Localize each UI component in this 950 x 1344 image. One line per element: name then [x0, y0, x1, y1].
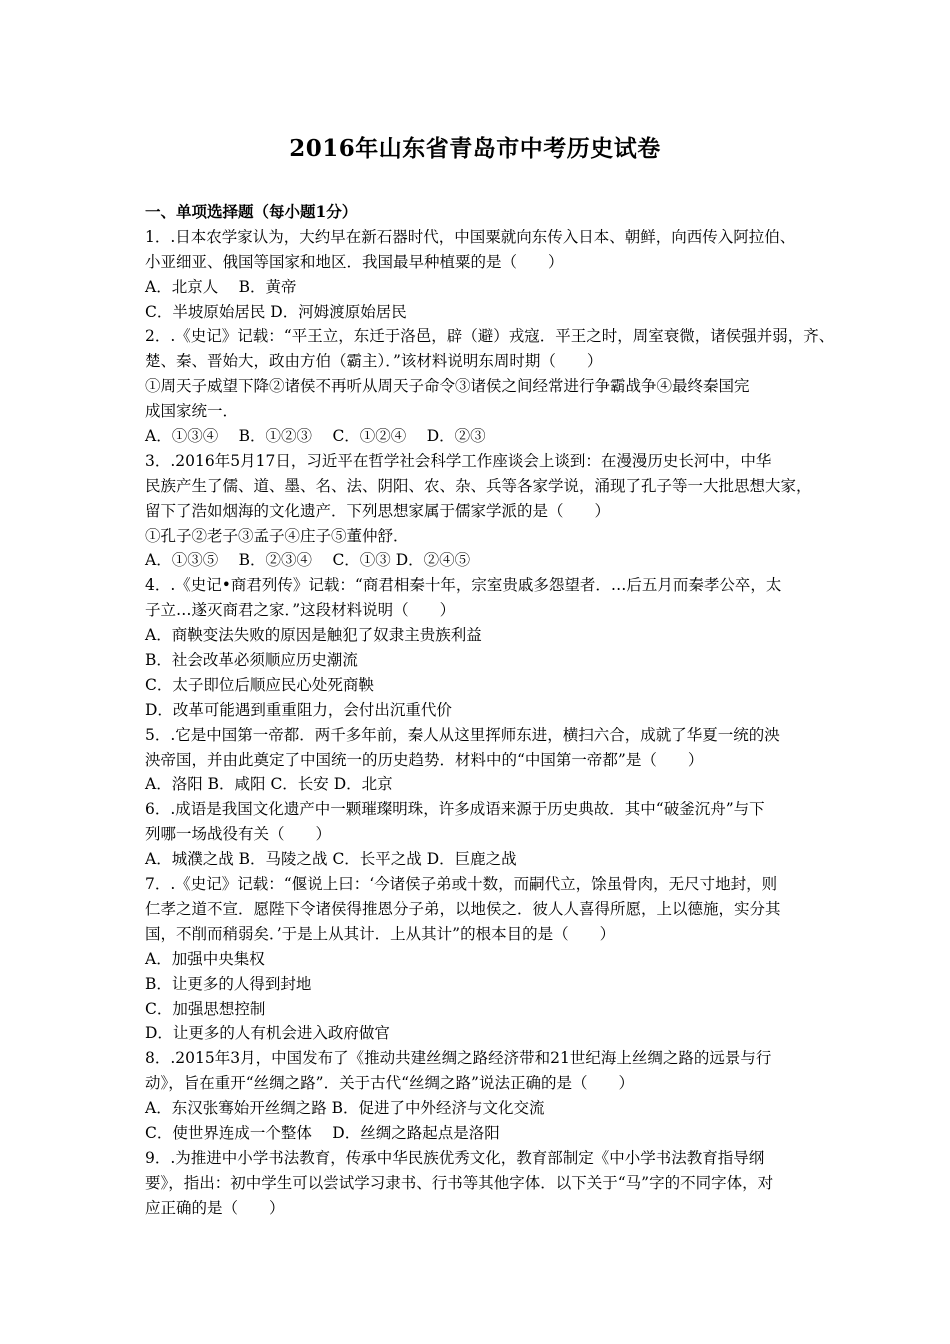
question-3-options: A．①③⑤ B．②③④ C．①③ D．②④⑤: [145, 551, 471, 570]
question-1-option-cd: C．半坡原始居民 D．河姆渡原始居民: [145, 302, 407, 321]
question-2-statements-1: ①周天子威望下降②诸侯不再听从周天子命令③诸侯之间经常进行争霸战争④最终秦国完: [145, 377, 750, 396]
question-7-option-a: A．加强中央集权: [145, 949, 265, 968]
question-1-line-1: 1．.日本农学家认为，大约早在新石器时代，中国粟就向东传入日本、朝鲜，向西传入阿拉伯、: [145, 227, 796, 246]
question-8-line-1: 8．.2015年3月，中国发布了《推动共建丝绸之路经济带和21世纪海上丝绸之路的远景与行: [145, 1049, 772, 1068]
question-7-line-3: 国，不削而稍弱矣．’于是上从其计．上从其计”的根本目的是（ ）: [145, 924, 616, 943]
question-6-options: A．城濮之战 B．马陵之战 C．长平之战 D．巨鹿之战: [145, 850, 517, 869]
question-1-option-ab: A．北京人 B．黄帝: [145, 277, 297, 296]
question-7-option-d: D．让更多的人有机会进入政府做官: [145, 1024, 390, 1043]
question-5-line-1: 5．.它是中国第一帝都．两千多年前，秦人从这里挥师东进，横扫六合，成就了华夏一统的泱: [145, 725, 780, 744]
question-9-line-1: 9．.为推进中小学书法教育，传承中华民族优秀文化，教育部制定《中小学书法教育指导纲: [145, 1148, 765, 1167]
question-8-option-ab: A．东汉张骞始开丝绸之路 B．促进了中外经济与文化交流: [145, 1099, 545, 1118]
question-6-line-1: 6．.成语是我国文化遗产中一颗璀璨明珠，许多成语来源于历史典故．其中“破釜沉舟”与下: [145, 800, 765, 819]
question-4-option-a: A．商鞅变法失败的原因是触犯了奴隶主贵族利益: [145, 626, 482, 645]
question-8-line-2: 动》，旨在重开“丝绸之路”．关于古代“丝绸之路”说法正确的是（ ）: [145, 1074, 634, 1093]
question-7-option-c: C．加强思想控制: [145, 999, 266, 1018]
question-2-line-1: 2．.《史记》记载：“平王立，东迁于洛邑，辟（避）戎寇．平王之时，周室衰微，诸侯强并弱，齐、: [145, 327, 835, 346]
question-3-line-3: 留下了浩如烟海的文化遗产．下列思想家属于儒家学派的是（ ）: [145, 501, 611, 520]
question-3-line-2: 民族产生了儒、道、墨、名、法、阴阳、农、杂、兵等各家学说，涌现了孔子等一大批思想大家，: [145, 476, 812, 495]
question-2-line-2: 楚、秦、晋始大，政由方伯（霸主）．”该材料说明东周时期（ ）: [145, 352, 603, 371]
document-title: 2016年山东省青岛市中考历史试卷: [289, 135, 661, 162]
question-3-statements: ①孔子②老子③孟子④庄子⑤董仲舒．: [145, 526, 409, 545]
question-8-option-cd: C．使世界连成一个整体 D．丝绸之路起点是洛阳: [145, 1123, 500, 1142]
question-2-options: A．①③④ B．①②③ C．①②④ D．②③: [145, 427, 486, 446]
section-heading: 一、单项选择题（每小题1分）: [145, 202, 358, 221]
question-7-option-b: B．让更多的人得到封地: [145, 974, 312, 993]
question-4-option-b: B．社会改革必须顺应历史潮流: [145, 651, 358, 670]
question-5-options: A．洛阳 B．咸阳 C．长安 D．北京: [145, 775, 393, 794]
question-6-line-2: 列哪一场战役有关（ ）: [145, 825, 332, 844]
question-4-option-d: D．改革可能遇到重重阻力，会付出沉重代价: [145, 700, 452, 719]
question-3-line-1: 3．.2016年5月17日，习近平在哲学社会科学工作座谈会上谈到：在漫漫历史长河中，中华: [145, 451, 772, 470]
question-9-line-2: 要》，指出：初中学生可以尝试学习隶书、行书等其他字体．以下关于“马”字的不同字体，对: [145, 1173, 774, 1192]
question-1-line-2: 小亚细亚、俄国等国家和地区．我国最早种植粟的是（ ）: [145, 252, 564, 271]
question-4-option-c: C．太子即位后顺应民心处死商鞅: [145, 675, 374, 694]
question-9-line-3: 应正确的是（ ）: [145, 1198, 285, 1217]
question-2-statements-2: 成国家统一．: [145, 402, 239, 421]
question-4-line-1: 4．.《史记•商君列传》记载：“商君相秦十年，宗室贵戚多怨望者．…后五月而秦孝公卒，太: [145, 576, 782, 595]
question-5-line-2: 泱帝国，并由此奠定了中国统一的历史趋势．材料中的“中国第一帝都”是（ ）: [145, 750, 704, 769]
exam-content: [145, 200, 835, 1221]
question-7-line-2: 仁孝之道不宣．愿陛下令诸侯得推恩分子弟，以地侯之．彼人人喜得所愿，上以德施，实分其: [145, 899, 781, 918]
question-7-line-1: 7．.《史记》记载：“偃说上曰：‘今诸侯子弟或十数，而嗣代立，馀虽骨肉，无尺寸地封，则: [145, 875, 778, 894]
question-4-line-2: 子立…遂灭商君之家．”这段材料说明（ ）: [145, 601, 456, 620]
